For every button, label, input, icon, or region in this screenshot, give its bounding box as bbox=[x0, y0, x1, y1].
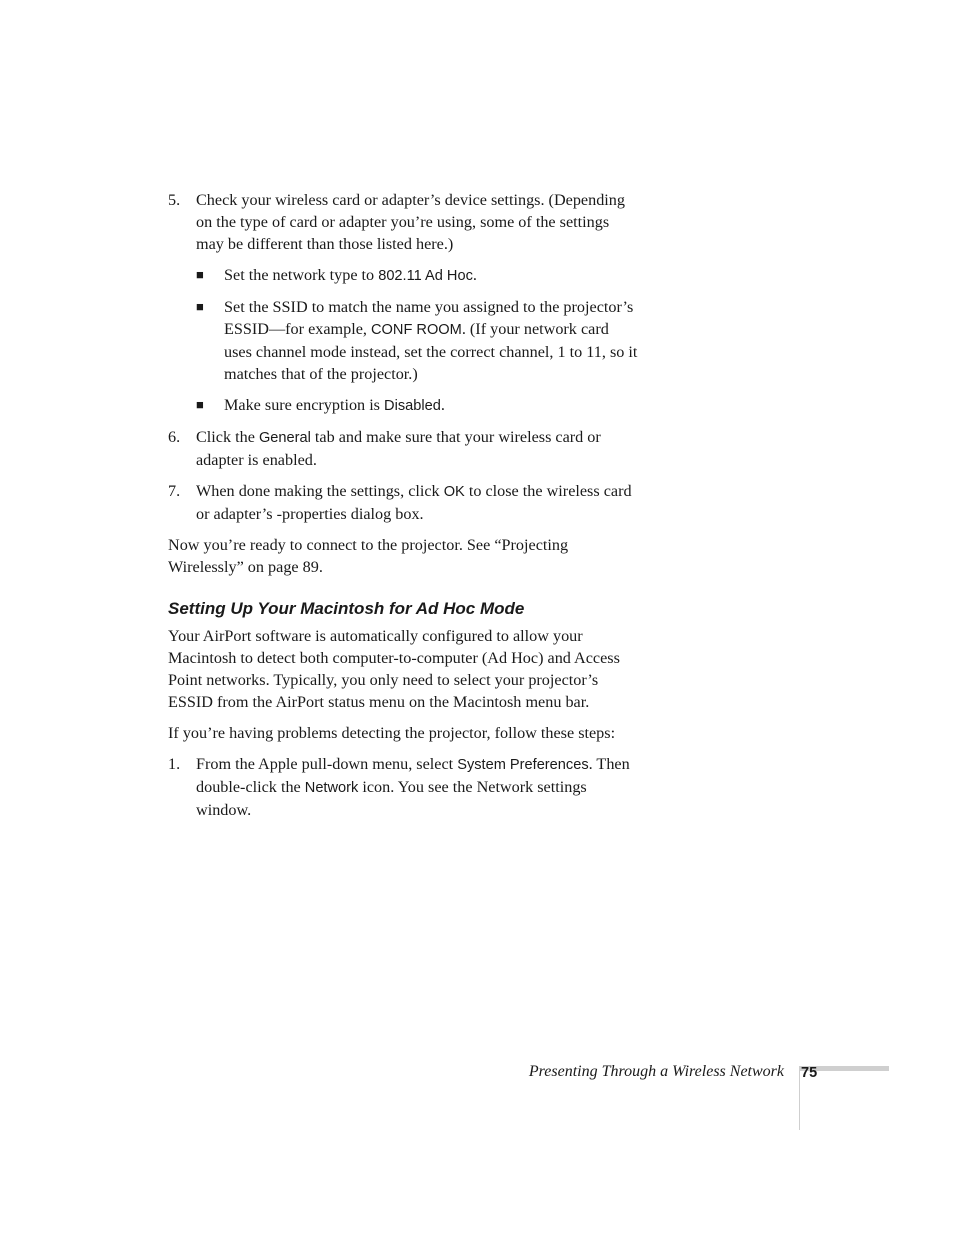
ui-term: Network bbox=[304, 780, 359, 796]
step-number: 1. bbox=[168, 755, 181, 773]
step-number: 6. bbox=[168, 428, 181, 446]
page-content bbox=[168, 189, 638, 830]
step-text: . Then double-click the bbox=[196, 755, 630, 796]
step-text: to close the wireless card or adapter’s -properties dialog box. bbox=[196, 482, 632, 523]
bullet-text: . (If your network card uses channel mode instead, set the correct channel, 1 to 11, so it matches that of the projector.) bbox=[224, 320, 638, 383]
step-number: 7. bbox=[168, 482, 181, 500]
bullet-network-type bbox=[168, 264, 638, 287]
paragraph-problems: If you’re having problems detecting the projector, follow these steps: bbox=[168, 724, 616, 742]
ui-term: 802.11 Ad Hoc bbox=[378, 268, 473, 284]
step-7 bbox=[168, 480, 638, 525]
bullet-text: . bbox=[472, 266, 477, 284]
paragraph-airport: Your AirPort software is automatically configured to allow your Macintosh to detect both computer-to-computer (Ad Hoc) and Access Point networks. Typically, you only need to select your projector’s ESSID from the AirPort status menu on the Macintosh menu bar. bbox=[168, 627, 620, 711]
step-text: icon. You see the Network settings window. bbox=[196, 778, 587, 819]
square-bullet-icon: ■ bbox=[196, 267, 204, 282]
step-text: Check your wireless card or adapter’s device settings. (Depending on the type of card or adapter you’re using, some of the settings may be different than those listed here.) bbox=[196, 191, 625, 253]
paragraph-ready: Now you’re ready to connect to the projector. See “Projecting Wirelessly” on page 89. bbox=[168, 536, 569, 576]
square-bullet-icon: ■ bbox=[196, 299, 204, 314]
step-text: tab and make sure that your wireless card or adapter is enabled. bbox=[196, 428, 601, 469]
bullet-text: Make sure encryption is bbox=[224, 396, 385, 414]
step-text: When done making the settings, click bbox=[196, 482, 444, 500]
step-1 bbox=[168, 753, 638, 821]
step-text: From the Apple pull-down menu, select bbox=[196, 755, 458, 773]
ui-term: General bbox=[258, 430, 311, 446]
step-5 bbox=[168, 189, 638, 255]
bullet-text: Set the SSID to match the name you assigned to the projector’s ESSID—for example, bbox=[224, 298, 634, 338]
bullet-text: Set the network type to bbox=[224, 266, 379, 284]
bullet-encryption bbox=[168, 394, 638, 417]
bullet-ssid bbox=[168, 296, 638, 385]
footer-vertical-rule bbox=[799, 1066, 800, 1130]
step-number: 5. bbox=[168, 191, 181, 209]
step-6 bbox=[168, 426, 638, 471]
section-heading: Setting Up Your Macintosh for Ad Hoc Mode bbox=[168, 599, 525, 618]
settings-bullet-list bbox=[168, 264, 638, 417]
ui-term: Disabled bbox=[384, 398, 441, 414]
ui-term: OK bbox=[443, 484, 465, 500]
ui-term: System Preferences bbox=[457, 757, 589, 773]
ui-term: CONF ROOM bbox=[371, 322, 462, 338]
square-bullet-icon: ■ bbox=[196, 397, 204, 412]
footer-chapter-title: Presenting Through a Wireless Network bbox=[528, 1063, 784, 1080]
page-number: 75 bbox=[801, 1065, 818, 1081]
step-text: Click the bbox=[196, 428, 259, 446]
bullet-text: . bbox=[440, 396, 445, 414]
